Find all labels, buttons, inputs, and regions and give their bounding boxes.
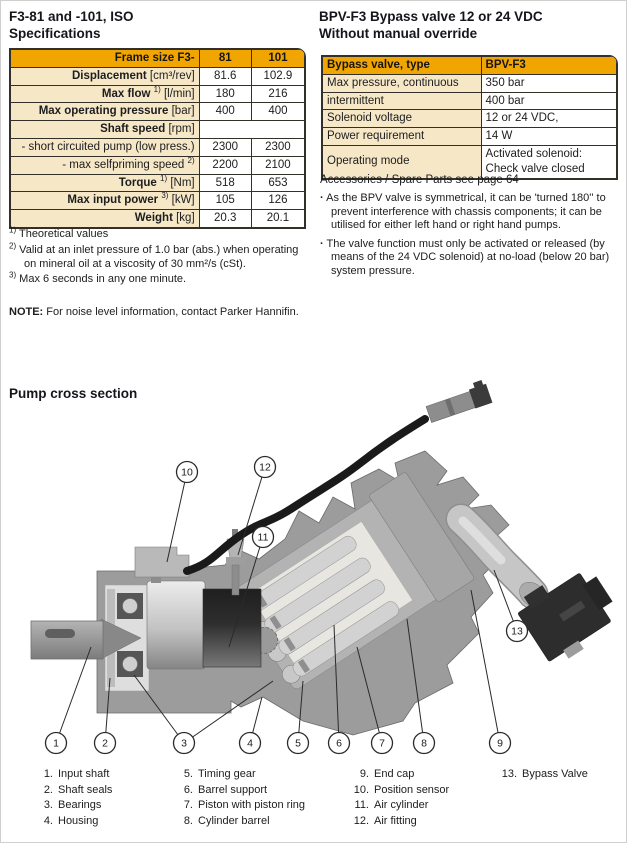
spec-value-cell: 2300 [199,138,251,156]
spec-label-text: Shaft speed [100,123,166,136]
legend-text: Timing gear [198,768,256,780]
legend-text: Input shaft [58,768,110,780]
legend-number: 8. [183,814,193,827]
spec-value-cell: 20.3 [199,210,251,228]
spec-label-text: Max flow [101,87,151,100]
bullet-dot: · [320,237,324,250]
bpv-header-value: BPV-F3 [481,57,616,75]
spec-value-merged-cell [199,121,304,139]
spec-label-text: Displacement [71,69,147,82]
bpv-table [321,55,618,180]
callout-1 [46,647,92,754]
diagram-legend [1,767,627,837]
spec-label-text: Max operating pressure [38,105,169,118]
spec-row [11,103,305,121]
spec-value-cell: 400 [199,103,251,121]
spec-value-cell: 126 [251,192,304,210]
legend-text: Piston with piston ring [198,799,305,812]
bpv-value-cell [481,74,616,92]
note-text: For noise level information, contact Parker Hannifin. [46,306,299,318]
legend-number: 4. [43,814,53,827]
bearing-graphic [123,599,138,614]
spec-label-text: Max input power [67,194,159,207]
bpv-label-cell: Operating mode [323,145,482,178]
spec-header-col-101: 101 [251,50,304,68]
legend-item [177,798,305,814]
bpv-value-cell [481,92,616,110]
spec-label-text: - max selfpriming speed [62,158,185,171]
bearing-graphic [123,657,138,672]
bpv-value-line: Activated solenoid: [485,147,583,160]
legend-number: 10. [353,783,369,796]
spec-value-cell: 216 [251,85,304,103]
pump-cross-section-diagram [1,379,627,764]
spec-label-cell: Torque $^{1)}$ [Nm] [11,174,200,192]
spec-row [11,121,305,139]
spec-value-cell: 400 [251,103,304,121]
spec-value-cell: 20.1 [251,210,304,228]
footnote-marker: 1) [153,85,161,94]
legend-number: 1. [43,768,53,780]
footnote: $^{2)}$ Valid at an inlet pressure of 1.0 bar (abs.) when operating on mineral oil at a viscosity of 30 mm²/s (cSt). [9,241,299,270]
svg-text:9: 9 [497,737,503,750]
legend-number: 6. [183,783,193,796]
spec-label-cell: Weight [kg] [11,210,200,228]
footnotes [9,225,308,289]
spec-value-cell: 653 [251,174,304,192]
spec-value-cell: 180 [199,85,251,103]
legend-column [37,767,112,829]
svg-text:7: 7 [379,737,385,750]
spec-label-text: - short circuited pump (low press.) [21,140,195,153]
spec-value-cell: 2100 [251,156,304,174]
svg-text:3: 3 [181,737,187,750]
bpv-table-grid [322,56,617,179]
spec-value-cell: 102.9 [251,67,304,85]
svg-text:2: 2 [102,737,108,750]
bpv-header-label: Bypass valve, type [323,57,482,75]
svg-text:1: 1 [53,737,59,750]
spec-label-cell: Shaft speed [rpm] [11,121,200,139]
legend-text: End cap [374,768,415,780]
legend-number: 9. [359,768,369,780]
spec-label-text: Weight [134,212,173,225]
bullet-dot: · [320,192,324,204]
spec-row [11,85,305,103]
bpv-value-line: 350 bar [485,76,525,89]
spec-header-col-81: 81 [199,50,251,68]
footnote-marker: 3) [9,270,17,280]
spec-row [11,138,305,156]
legend-number: 13. [501,768,517,780]
svg-text:6: 6 [336,737,342,750]
legend-column [345,767,449,829]
bpv-value-line: 14 W [485,130,513,143]
legend-number: 2. [43,783,53,796]
legend-number: 7. [183,799,193,812]
spec-label-cell: Displacement [cm³/rev] [11,67,200,85]
svg-text:13: 13 [511,625,523,638]
spec-header-label: Frame size F3- [11,50,200,68]
legend-item [37,767,112,783]
spec-value-cell: 81.6 [199,67,251,85]
spec-table [9,48,306,229]
bpv-value-line: Check valve closed [485,162,585,175]
note-block [9,306,335,320]
footnote-marker: 2) [9,241,17,251]
spec-label-cell [11,156,200,174]
bpv-label-cell: Max pressure, continuous [323,74,482,92]
spec-label-cell: Max flow $^{1)}$ [l/min] [11,85,200,103]
legend-item [177,814,305,830]
callout-9 [471,590,511,754]
legend-item [345,767,449,783]
spec-value-cell: 518 [199,174,251,192]
bpv-label-cell: Power requirement [323,128,482,146]
legend-text: Cylinder barrel [198,814,270,827]
spec-row [11,67,305,85]
bpv-label-cell: Solenoid voltage [323,110,482,128]
legend-number: 11. [354,799,369,812]
legend-text: Position sensor [374,783,450,796]
cable-connector-graphic [424,379,493,423]
bpv-value-cell [481,128,616,146]
svg-text:8: 8 [421,737,427,750]
legend-number: 12. [353,814,369,827]
legend-number: 5. [183,768,193,780]
svg-text:11: 11 [257,531,269,544]
bpv-row [323,92,617,110]
left-section-title [9,8,309,42]
svg-text:12: 12 [259,461,271,474]
spec-row [11,174,305,192]
bullet-list [320,192,623,284]
right-section-title [319,8,624,42]
spec-table-body [11,67,305,227]
footnote-marker: 2) [187,156,195,165]
legend-text: Shaft seals [58,783,113,796]
bpv-row [323,110,617,128]
spec-label-text: Torque [118,176,157,189]
bpv-value-line: 400 bar [485,94,525,107]
spec-row [11,210,305,228]
bpv-value-cell [481,110,616,128]
spec-row [11,192,305,210]
legend-number: 3. [43,799,53,812]
bpv-table-body [323,74,617,178]
bpv-value-line: 12 or 24 VDC, [485,112,559,125]
spec-table-grid [10,49,305,228]
legend-item [37,783,112,799]
spec-row [11,156,305,174]
legend-item [493,767,588,783]
spec-label-cell: Max operating pressure [bar] [11,103,200,121]
spec-value-cell: 2300 [251,138,304,156]
spec-value-cell: 2200 [199,156,251,174]
bpv-row [323,74,617,92]
legend-column [493,767,588,783]
right-title-line2: Without manual override [319,26,478,41]
legend-item [37,798,112,814]
right-title-line1: BPV-F3 Bypass valve 12 or 24 VDC [319,9,543,24]
legend-text: Bypass Valve [522,768,588,780]
bullet-item: · As the BPV valve is symmetrical, it can be 'turned 180'' to prevent interference with chassis components; it can be utilised for either left hand or right hand pumps. [320,192,606,232]
footnote: $^{1)}$ Theoretical values [9,225,109,240]
note-label: NOTE: [9,306,44,318]
legend-item [37,814,112,830]
footnote-marker: 3) [161,191,169,201]
spec-value-cell: 105 [199,192,251,210]
legend-item [345,783,449,799]
spec-label-cell: Max input power $^{3)}$ [kW] [11,192,200,210]
spec-header-row [11,50,305,68]
left-title-line2: Specifications [9,26,101,41]
legend-text: Barrel support [198,783,268,796]
air-cylinder-graphic [203,589,261,667]
legend-item [177,783,305,799]
spec-label-cell [11,138,200,156]
bullet-item: · The valve function must only be activated or released (by means of the 24 VDC solenoid) at no-load (below 20 bar) system pressure. [320,237,610,277]
bpv-label-cell: intermittent [323,92,482,110]
bpv-header-row [323,57,617,75]
legend-text: Bearings [58,799,102,812]
air-cylinder-housing-graphic [147,581,205,669]
legend-column [177,767,305,829]
legend-item [345,814,449,830]
accessories-line: Accessories / Spare Parts see page 64 [320,174,519,186]
legend-item [177,767,305,783]
bpv-row [323,128,617,146]
svg-text:10: 10 [181,466,193,479]
legend-item [345,798,449,814]
legend-text: Housing [58,814,99,827]
svg-text:4: 4 [247,737,253,750]
svg-text:5: 5 [295,737,301,750]
footnote-marker: 1) [9,225,17,235]
diagram-heading: Pump cross section [9,386,138,401]
left-title-line1: F3-81 and -101, ISO [9,9,134,24]
footnote: $^{3)}$ Max 6 seconds in any one minute. [9,270,187,286]
legend-text: Air fitting [374,814,417,827]
legend-text: Air cylinder [374,799,429,812]
footnote-marker: 1) [160,174,168,183]
